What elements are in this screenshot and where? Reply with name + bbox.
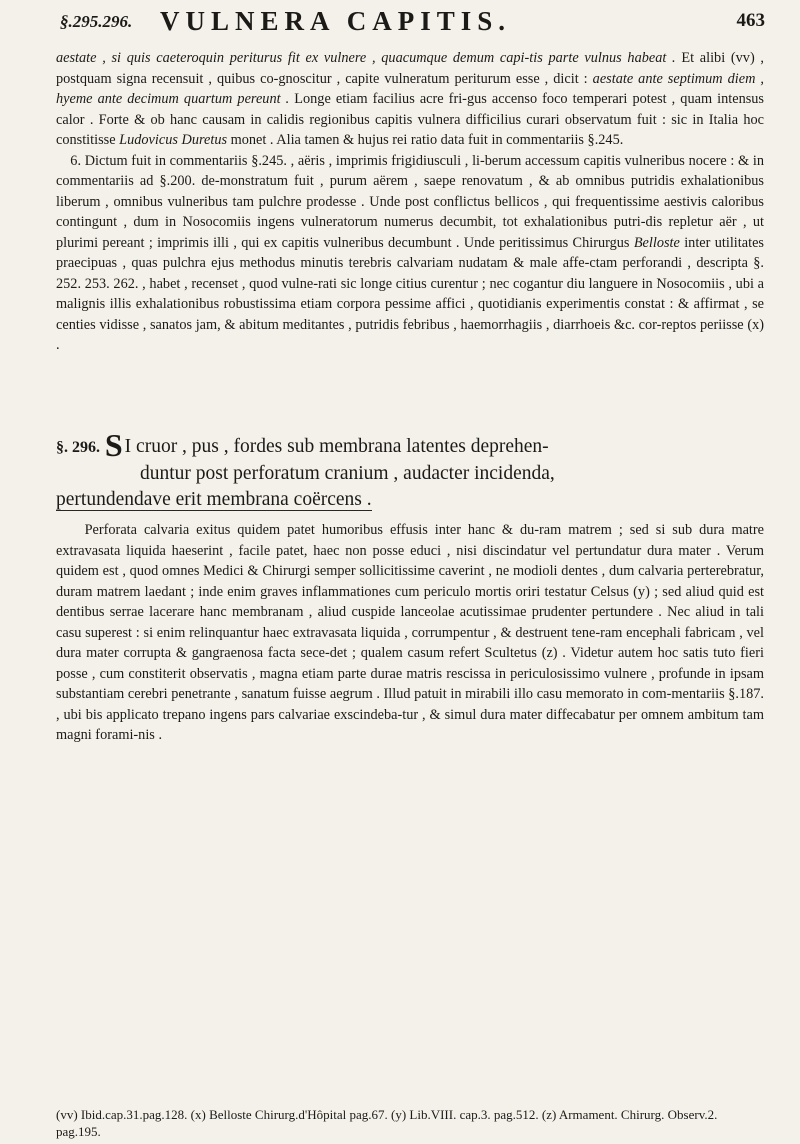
text-block-top <box>56 48 764 356</box>
text-span: monet . Alia tamen & hujus rei ratio data fuit in commentariis §.245. <box>227 132 624 148</box>
paragraph-p3 <box>56 520 764 746</box>
text-span: inter utilitates praecipuas , quas pulchra ejus methodus minutis terebris calvariam nudatam & male affe-ctam perforandi , descripta §. 252. 253. 262. , habet , recenset , quod vulne-rati sic longe citius curentur ; nec cogantur diu languere in Nosocomiis , ubi a malignis illis exhalationibus robustissima etiam corpora pessime affici , quotidianis experimentis constat : & affirmat , se centies vidisse , sanatos jam, & abitum meditantes , putridis febribus , haemorrhagiis , diarrhoeis &c. cor-reptos periisse (x) . <box>56 234 764 353</box>
text-span: Longe etiam facilius acre fri-gus accenso foco temperari potest , quam intensus calor . Forte & ob hanc causam in calidis regionibus capitis vulnera difficilius curari observatum fuit : sic in Italia hoc constitisse <box>56 91 764 148</box>
page-title: VULNERA CAPITIS. <box>160 6 512 36</box>
section-range: §.295.296. <box>60 12 133 31</box>
text-span: Perforata calvaria exitus quidem patet humoribus effusis inter hanc & du-ram matrem ; sed si sub dura matre extravasata liquida haeserint , facile patet, haec non posse educi , nisi discindatur vel pertundatur dura mater . Verum quidem est , quod omnes Medici & Chirurgi semper sollicitissime caverint , ne modioli dentes , dum calvaria perterebratur, duram matrem laedant ; inde enim graves inflammationes cum periculo mortis oriri testatur Celsus (y) ; sed aliud quid est dentibus serrae lacerare hanc membranam , aliud cuspide lanceolae acutissimae prudenter pertundere . Nec aliud in tali casu superest : si enim relinquantur haec extravasata liquida , corrumpentur , & destruent tene-ram encephali fabricam , vel dura mater corrupta & gangraenosa facta sece-det ; qualem casum refert Scultetus (z) . Videtur autem hoc satis tuto fieri posse , cum constiterit observatis , magna etiam parte durae matris rescissa in periculosissimo vulnere , profunde in ipsam substantiam cerebri penetrante , sanatum fuisse aegrum . Illud patuit in mirabili illo casu memorato in com-mentariis §.187. , ubi bis applicato trepano ingens pars calvariae exscindeba-tur , & simul dura mater diffecabatur per omnem ambitum tam magni forami-nis . <box>56 522 764 743</box>
paragraph-p1 <box>56 48 764 151</box>
text-span: 6. Dictum fuit in commentariis §.245. , aëris , imprimis frigidiusculi , li-berum accessum capitis vulneribus nocere : & in commentariis ad §.200. de-monstratum fuit , purum aërem , saepe renovatum , & ab omnibus putridis exhalationibus liberum , omnibus vulneribus tam pulchre prodesse . Unde post conflictus bellicos , qui frequentissime aestivis caloribus contingunt , dum in Nosocomiis ingens vulneratorum numerus decumbit, tot exhalationibus putri-dis repletur aër , ut plurimi pereant ; imprimis illi , qui ex capitis vulneribus decumbunt . Unde peritissimus Chirurgus <box>56 152 764 251</box>
text-span: Belloste <box>633 234 680 251</box>
section-heading-line-3: pertundendave erit membrana coërcens . <box>56 489 372 510</box>
page-number: 463 <box>736 10 765 31</box>
footnote-text: (vv) Ibid.cap.31.pag.128. (x) Belloste Chirurg.d'Hôpital pag.67. (y) Lib.VIII. cap.3. pag.512. (z) Armament. Chirurg. Observ.2. pag.195. <box>56 1107 718 1139</box>
footnotes <box>56 1106 764 1140</box>
paragraph-p2 <box>56 151 764 356</box>
text-span: Ludovicus Duretus <box>119 132 228 148</box>
section-296-heading <box>56 427 766 513</box>
drop-cap: S <box>104 427 123 463</box>
text-span: Et alibi (vv) , postquam signa recensuit , quibus co-gnoscitur , capite vulneratum periturum esse , dicit : <box>56 50 765 87</box>
text-block-bottom <box>56 520 764 746</box>
section-heading-line-1: I cruor , pus , fordes sub membrana latentes deprehen- <box>124 436 549 457</box>
section-heading-line-2: duntur post perforatum cranium , audacter incidenda, <box>140 463 555 484</box>
section-number: §. 296. <box>56 439 100 456</box>
text-span: aestate ante septimum diem , hyeme ante decimum quartum pereunt . <box>56 70 764 107</box>
running-head <box>60 6 765 40</box>
text-span: aestate , si quis caeteroquin periturus fit ex vulnere , quacumque demum capi-tis parte vulnus habeat . <box>56 50 676 66</box>
